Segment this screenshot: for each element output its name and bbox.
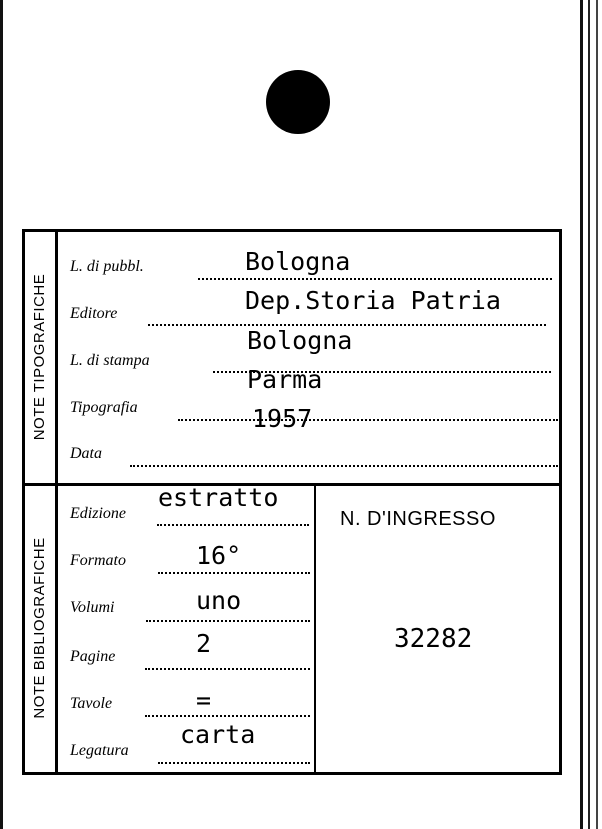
field-value: carta	[180, 720, 256, 749]
field-label: L. di pubbl.	[70, 258, 144, 275]
card-right-edge	[580, 0, 583, 829]
punch-hole	[266, 70, 330, 134]
field-label: Tavole	[70, 695, 113, 712]
field-value: uno	[196, 586, 242, 615]
field-label: Data	[70, 445, 102, 462]
field-value: estratto	[158, 483, 279, 512]
field-value: 2	[196, 629, 212, 658]
field-dotted-line	[198, 278, 552, 280]
field-label: Legatura	[70, 742, 129, 759]
field-value: 1957	[252, 404, 313, 433]
ingresso-column-divider	[314, 486, 316, 773]
field-dotted-line	[178, 419, 558, 421]
field-dotted-line	[146, 620, 310, 622]
field-value: Dep.Storia Patria	[245, 286, 501, 315]
field-dotted-line	[145, 715, 310, 717]
section-label-bibliografiche: NOTE BIBLIOGRAFICHE	[31, 537, 48, 719]
field-dotted-line	[158, 762, 310, 764]
field-value: Bologna	[245, 247, 351, 276]
section-divider	[25, 483, 559, 486]
label-column-divider	[55, 232, 58, 773]
field-value: 16°	[196, 541, 242, 570]
field-label: Editore	[70, 305, 118, 322]
field-value: =	[196, 686, 212, 715]
section-label-tipografiche: NOTE TIPOGRAFICHE	[31, 273, 48, 441]
field-label: Pagine	[70, 648, 116, 665]
field-dotted-line	[157, 524, 309, 526]
card-left-edge	[0, 0, 3, 829]
field-label: L. di stampa	[70, 352, 150, 369]
field-label: Tipografia	[70, 399, 138, 416]
field-dotted-line	[145, 668, 310, 670]
field-value-continued: Bologna	[247, 326, 353, 355]
field-label: Edizione	[70, 505, 126, 522]
field-label: Volumi	[70, 599, 115, 616]
ingresso-label: N. D'INGRESSO	[340, 508, 496, 530]
card-right-edge-shadow	[588, 0, 590, 829]
ingresso-number: 32282	[394, 624, 473, 654]
card-right-edge-shadow	[596, 0, 598, 829]
field-dotted-line	[158, 572, 310, 574]
field-dotted-line	[130, 465, 558, 467]
field-label: Formato	[70, 552, 126, 569]
field-value: Parma	[247, 365, 323, 394]
